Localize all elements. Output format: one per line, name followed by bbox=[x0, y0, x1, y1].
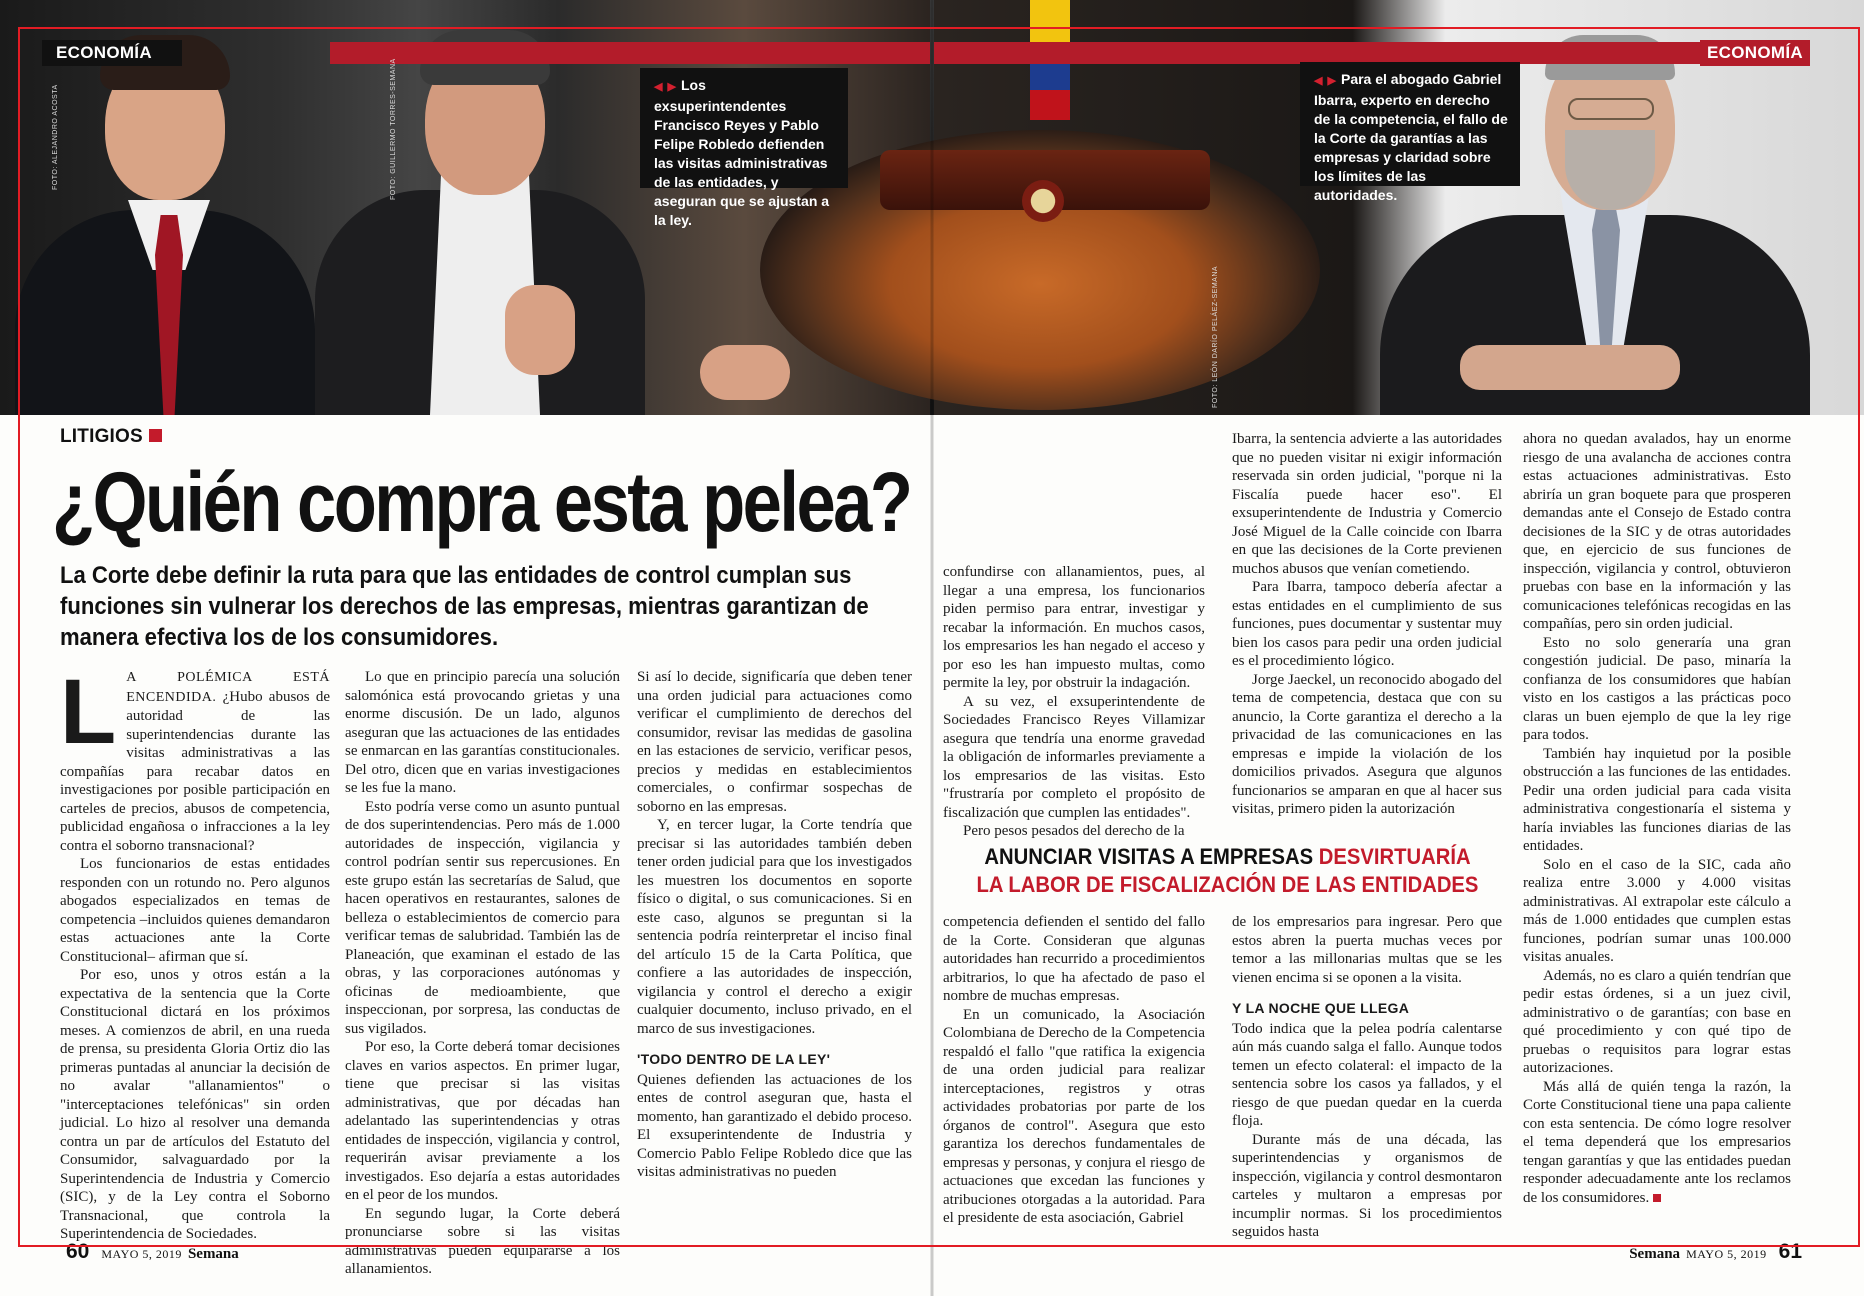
end-mark-icon bbox=[1653, 1194, 1661, 1202]
photo-credit: FOTO: LEÓN DARÍO PELÁEZ-SEMANA bbox=[1212, 265, 1219, 408]
paragraph: Lo que en principio parecía una solución salomónica está provocando grietas y una enorme discusión. De un lado, algunos aseguran que las actuaciones de las entidades se enmarcan en las garantías constitucionales. Del otro, dicen que en varias investigaciones se les fue la mano. bbox=[345, 669, 620, 796]
paragraph: competencia defienden el sentido del fallo de la Corte. Consideran que algunas autoridades han recurrido a procedimientos arbitrarios, lo que ha afectado de paso el nombre de muchas empresas. bbox=[943, 914, 1205, 1004]
paragraph: En segundo lugar, la Corte deberá pronunciarse sobre si las visitas administrativas pueden equipararse a los allanamientos. bbox=[345, 1205, 620, 1277]
paragraph: de los empresarios para ingresar. Pero que estos abren la puerta muchas veces por temor a las millonarias multas que se les vienen encima si se oponen a la visita. bbox=[1232, 914, 1502, 986]
article-deck: La Corte debe definir la ruta para que las entidades de control cumplan sus funciones sin vulnerar los derechos de las empresas, mientras garantizan de manera efectiva los de los consumidores. bbox=[60, 562, 869, 651]
section-bar-left bbox=[330, 42, 930, 64]
pull-quote bbox=[972, 843, 1483, 899]
photo-caption-left bbox=[640, 68, 848, 228]
text-column-2 bbox=[345, 668, 620, 1277]
article-headline: ¿Quién compra esta pelea? bbox=[52, 455, 911, 549]
text-column-4-top bbox=[943, 563, 1205, 840]
lead-caps: A POLÉMICA ESTÁ ENCENDIDA. bbox=[126, 670, 330, 705]
text-column-5-top bbox=[1232, 430, 1502, 840]
drop-cap: L bbox=[60, 661, 117, 763]
paragraph: ahora no quedan avalados, hay un enorme riesgo de una avalancha de acciones contra estas actuaciones administrativas. Esto abriría un gran boquete para que prosperen demandas ante el Consejo de Estado contra decisiones de la SIC y de otras autoridades que, en ejercicio de sus funciones de inspección, vigilancia y control, obtuvieron pruebas con base en la información y las comunicaciones telefónicas recogidas en las compañías, pero sin orden judicial. bbox=[1523, 431, 1791, 632]
photo-credit: FOTO: GUILLERMO TORRES-SEMANA bbox=[390, 58, 397, 200]
text-column-6 bbox=[1523, 430, 1791, 1225]
paragraph: Ibarra, la sentencia advierte a las autoridades que no pueden visitar ni exigir información reservada sin orden judicial, "porque ni la Fiscalía puede hacer eso". El exsuperintendente de Industria y Comercio José Miguel de la Calle coincide con Ibarra en que las decisiones de la Corte previenen muchos abusos que venían cometiendo. bbox=[1232, 431, 1502, 577]
text-column-3 bbox=[637, 668, 912, 1228]
page-number-right: 61 bbox=[1778, 1240, 1802, 1263]
paragraph-final bbox=[1523, 1078, 1791, 1208]
issue-date: MAYO 5, 2019 bbox=[1686, 1247, 1767, 1261]
pull-quote-black: ANUNCIAR VISITAS A EMPRESAS bbox=[984, 844, 1319, 869]
paragraph: Por eso, la Corte deberá tomar decisiones claves en varios aspectos. En primer lugar, tiene que precisar si las visitas administrativas, que por décadas han adelantado las superintendencias y otras entidades de inspección, vigilancia y control, requerirán avisar previamente a los investigados. Eso dejaría a estas autoridades en el peor de los mundos. bbox=[345, 1039, 620, 1203]
photo-credit: FOTO: ALEJANDRO ACOSTA bbox=[1788, 84, 1795, 190]
paragraph: confundirse con allanamientos, pues, al llegar a una empresa, los funcionarios piden permiso para entrar, investigar y recabar la información. En muchos casos, los empresarios les han negado el acceso y por eso les han impuesto multas, como permite la ley, por obstruir la indagación. bbox=[943, 564, 1205, 691]
article-kicker bbox=[60, 426, 162, 448]
subheading: 'TODO DENTRO DE LA LEY' bbox=[637, 1051, 831, 1067]
text-column-5-bottom bbox=[1232, 913, 1502, 1240]
issue-date: MAYO 5, 2019 bbox=[101, 1247, 182, 1261]
person-ibarra-hands bbox=[1460, 345, 1680, 390]
paragraph: Durante más de una década, las superintendencias y organismos de inspección, vigilancia y control desmontaron carteles y multaron a empresas por incumplir normas. Si los procedimientos seguidos hasta bbox=[1232, 1131, 1502, 1240]
person-ibarra-glasses bbox=[1568, 98, 1654, 120]
person-robledo-hand bbox=[505, 285, 575, 375]
subheading: Y LA NOCHE QUE LLEGA bbox=[1232, 1000, 1410, 1016]
photo-caption-right bbox=[1300, 62, 1520, 203]
paragraph: Y, en tercer lugar, la Corte tendría que precisar si las autoridades también deben tener orden judicial para que los investigados les muestren los documentos en soporte físico o digital, o sus comunicaciones. Si en este caso, algunos se preguntan si la sentencia podría reinterpretar el inciso final del artículo 15 de la Carta Política, que confiere a las autoridades de inspección, vigilancia y control el derecho a exigir cualquier documento, incluso privado, en el marco de sus investigaciones. bbox=[637, 817, 912, 1037]
paragraph: Los funcionarios de estas entidades responden con un rotundo no. Pero algunos abogados especializados en temas de competencia –incluidos quienes demandaron estas actuaciones ante la Corte Constitucional– afirman que sí. bbox=[60, 856, 330, 965]
paragraph: Todo indica que la pelea podría calentarse aún más cuando salga el fallo. Aunque todos temen un efecto colateral: el impacto de la sentencia sobre los casos ya fallados, y el riesgo de que puedan quedar en la cuerda floja. bbox=[1232, 1020, 1502, 1129]
caption-text: Para el abogado Gabriel Ibarra, experto en derecho de la competencia, el fallo de la Corte da garantías a las empresas y claridad sobre los límites de las autoridades. bbox=[1314, 71, 1508, 203]
page-number-left: 60 bbox=[66, 1240, 90, 1263]
page-fold bbox=[930, 0, 934, 1296]
pull-quote-red: DESVIRTUARÍA LA LABOR DE FISCALIZACIÓN DE LAS ENTIDADES bbox=[976, 844, 1479, 897]
magazine-name: Semana bbox=[1629, 1246, 1681, 1262]
paragraph: Además, no es claro a quién tendrían que pedir estas órdenes, si a un juez civil, administrativo o de garantías; con base en qué procedimiento y con qué tipo de pruebas o requisitos para lograr estas autorizaciones. bbox=[1523, 967, 1791, 1076]
final-text: Más allá de quién tenga la razón, la Corte Constitucional tiene una papa caliente con esta sentencia. De cómo logre resolver el tema dependerá que los empresarios tengan garantías y que las entidades puedan responder adecuadamente ante los reclamos de los consumidores. bbox=[1523, 1078, 1791, 1206]
magazine-name: Semana bbox=[187, 1246, 239, 1262]
paragraph: A su vez, el exsuperintendente de Sociedades Francisco Reyes Villamizar asegura que tendría una enorme gravedad la obligación de informarles previamente a los empresarios de las visitas. Esto "frustraría por completo el propósito de fiscalización que cumplen las entidades". bbox=[943, 693, 1205, 821]
paragraph: En un comunicado, la Asociación Colombiana de Derecho de la Competencia respaldó el fallo "que ratifica la exigencia de una orden judicial para realizar interceptaciones, registros y otras actividades probatorias por parte de los órganos de control". Asegura que esto garantiza los derechos fundamentales de empresas y personas, y conjura el riesgo de actuaciones que excedan las funciones y atribuciones otorgadas a la autoridad. Para el presidente de esta asociación, Gabriel bbox=[943, 1006, 1205, 1226]
paragraph: Si así lo decide, significaría que deben tener una orden judicial para actuaciones como verificar el cumplimiento de derechos del consumidor, revisar las medidas de gasolina en las estaciones de servicio, verificar pesos, precios y medidas en establecimientos comerciales, o confirmar sospechas de soborno en las empresas. bbox=[637, 669, 912, 815]
caption-text: Los exsuperintendentes Francisco Reyes y Pablo Felipe Robledo defienden las visitas administrativas de las entidades, y aseguran que se ajustan a la ley. bbox=[654, 77, 830, 228]
paragraph: Pero pesos pesados del derecho de la bbox=[963, 823, 1185, 839]
photo-credit: FOTO: ALEJANDRO ACOSTA bbox=[52, 84, 59, 190]
section-label-right: ECONOMÍA bbox=[1700, 40, 1810, 66]
paragraph: Solo en el caso de la SIC, cada año realiza entre 3.000 y 4.000 visitas administrativas. Al extrapolar este cálculo a más de 1.000 entidades que cumplen estas funciones, podrían sumar unas 100.000 visitas anuales. bbox=[1523, 856, 1791, 965]
paragraph: Para Ibarra, tampoco debería afectar a estas entidades en el cumplimiento de sus funciones, pues documentar y sustentar muy bien los casos para pedir una orden judicial es el procedimiento lógico. bbox=[1232, 579, 1502, 669]
folio-left bbox=[60, 1240, 239, 1264]
caption-arrows-icon: ◀ ▶ bbox=[654, 81, 677, 93]
section-bar-right bbox=[934, 42, 1774, 64]
text-column-1 bbox=[60, 661, 330, 1242]
section-label-left: ECONOMÍA bbox=[42, 40, 182, 66]
text-column-4-bottom bbox=[943, 913, 1205, 1228]
court-seal-icon bbox=[1022, 180, 1064, 222]
kicker-text: LITIGIOS bbox=[60, 426, 143, 447]
paragraph: También hay inquietud por la posible obstrucción a las funciones de las entidades. Pedir una orden judicial para cada visita administrativa congestionaría el sistema y haría inviables las funciones diarias de las entidades. bbox=[1523, 745, 1791, 854]
caption-arrows-icon: ◀ ▶ bbox=[1314, 75, 1337, 87]
paragraph: Quienes defienden las actuaciones de los entes de control aseguran que, hasta el momento, han garantizado el debido proceso. El exsuperintendente de Industria y Comercio Pablo Felipe Robledo dice que las visitas administrativas no pueden bbox=[637, 1071, 912, 1180]
kicker-square-icon bbox=[149, 429, 162, 442]
paragraph: Por eso, unos y otros están a la expectativa de la sentencia que la Corte Constitucional dictará en los próximos meses. A comienzos de abril, en una rueda de prensa, su presidenta Gloria Ortiz dio las primeras puntadas al anunciar la decisión de no avalar "allanamientos" o "interceptaciones telefónicas" sin orden judicial. Lo hizo al resolver una demanda contra un par de artículos del Estatuto del Consumidor, salvaguardado por la Superintendencia de Industria y Comercio (SIC), y de la Ley contra el Soborno Transnacional, que controla la Superintendencia de Sociedades. bbox=[60, 967, 330, 1242]
paragraph: Jorge Jaeckel, un reconocido abogado del tema de competencia, destaca que con su anuncio, la Corte garantiza el derecho a la privacidad de las comunicaciones en las empresas e impide la violación de los domicilios privados. Asegura que algunos funcionarios se amparan en que al hacer sus visitas, primero piden la autorización bbox=[1232, 671, 1502, 817]
lead-text: ¿Hubo abusos de autoridad de las superintendencias durante las visitas administrativas a las compañías para recabar datos en investigaciones por posible participación en carteles de precios, abusos de competencia, publicidad engañosa o infracciones a la ley contra el soborno transnacional? bbox=[60, 688, 330, 854]
paragraph: Esto no solo generaría una gran congestión judicial. De paso, minaría la confianza de los consumidores que habían visto en los castigos a las prácticas poco claras un buen ejemplo de que la ley rige para todos. bbox=[1523, 634, 1791, 743]
person-robledo-hand-gesture bbox=[700, 345, 790, 400]
paragraph: Esto podría verse como un asunto puntual de dos superintendencias. Pero más de 1.000 autoridades de inspección, vigilancia y control podrían sentir sus repercusiones. En este grupo están las secretarías de Salud, que hacen operativos en restaurantes, salones de belleza o establecimientos de comercio para verificar temas de salubridad. También las de Planeación, que examinan el estado de las obras, y las corporaciones autónomas y oficinas de medioambiente, que inspeccionan, por sorpresa, las conductas de sus vigilados. bbox=[345, 798, 620, 1037]
folio-right bbox=[1629, 1240, 1808, 1264]
